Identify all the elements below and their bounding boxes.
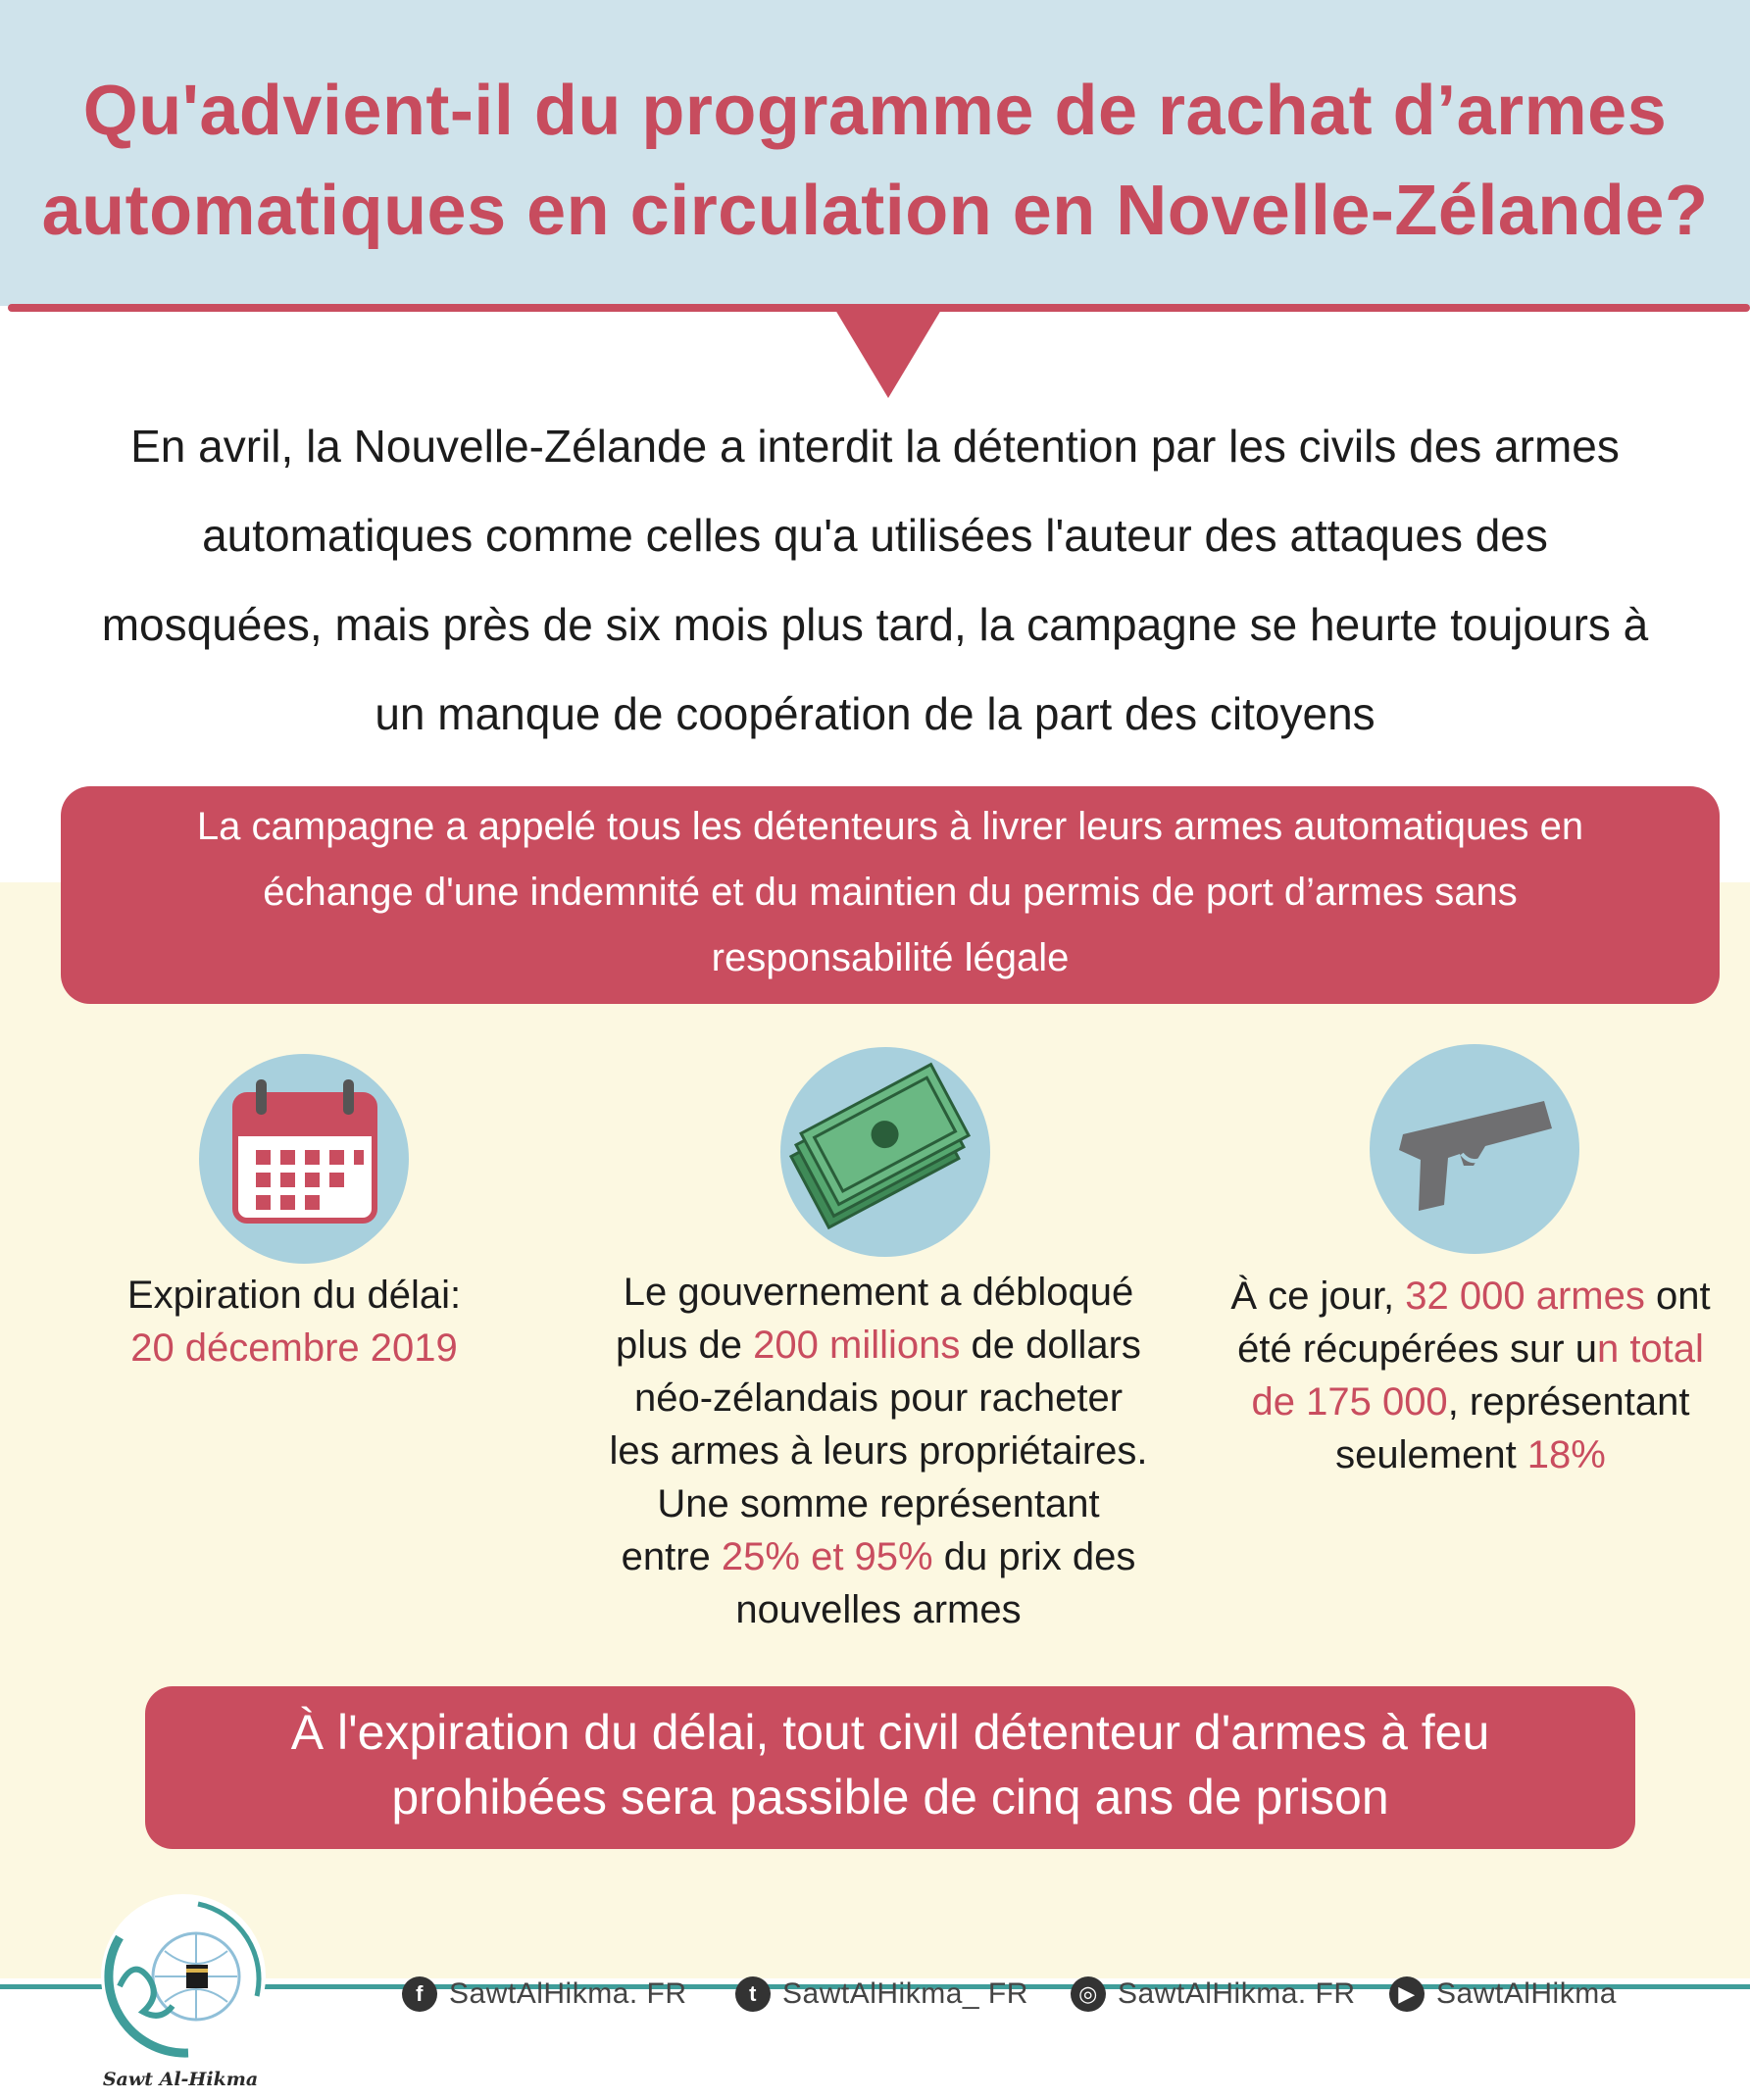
intro-line-4: un manque de coopération de la part des citoyens — [375, 688, 1375, 739]
intro-paragraph — [20, 402, 1730, 759]
deadline-date: 20 décembre 2019 — [130, 1326, 458, 1370]
funding-text: du prix des — [932, 1535, 1136, 1578]
collected-text: À ce jour, — [1230, 1275, 1406, 1318]
campaign-banner — [61, 786, 1720, 1004]
funding-text: plus de — [616, 1324, 754, 1367]
facebook-handle: SawtAlHikma. FR — [449, 1977, 687, 2010]
intro-line-3: mosquées, mais près de six mois plus tard, la campagne se heurte toujours à — [101, 599, 1649, 650]
instagram-handle: SawtAlHikma. FR — [1118, 1977, 1356, 2010]
funding-column — [575, 1266, 1182, 1636]
funding-text: de dollars — [960, 1324, 1141, 1367]
calendar-icon-circle — [199, 1054, 409, 1264]
penalty-line-1: À l'expiration du délai, tout civil détenteur d'armes à feu — [290, 1705, 1490, 1760]
collected-column — [1206, 1270, 1735, 1481]
collected-text: ont — [1644, 1275, 1711, 1318]
funding-amount: 200 millions — [753, 1324, 961, 1367]
funding-line-6 — [575, 1530, 1182, 1583]
campaign-line-3: responsabilité légale — [711, 936, 1070, 979]
funding-line-2 — [575, 1319, 1182, 1372]
funding-line-3: néo-zélandais pour racheter — [633, 1376, 1124, 1420]
pointer-triangle — [835, 310, 941, 398]
funding-line-4: les armes à leurs propriétaires. — [609, 1429, 1148, 1473]
twitter-icon: t — [735, 1976, 771, 2012]
gun-icon — [1370, 1044, 1579, 1254]
collected-percent: 18% — [1526, 1433, 1606, 1476]
penalty-line-2: prohibées sera passible de cinq ans de prison — [391, 1770, 1389, 1825]
collected-line-4 — [1206, 1428, 1735, 1481]
collected-text: seulement — [1335, 1433, 1527, 1476]
collected-count: 32 000 armes — [1405, 1275, 1645, 1318]
penalty-banner — [145, 1686, 1635, 1849]
calendar-icon — [199, 1054, 409, 1264]
collected-line-2 — [1206, 1323, 1735, 1375]
facebook-icon: f — [402, 1976, 437, 2012]
title-line-1: Qu'advient-il du programme de rachat d’armes — [82, 72, 1668, 150]
funding-percent-range: 25% et 95% — [721, 1535, 933, 1578]
funding-line-1: Le gouvernement a débloqué — [623, 1271, 1134, 1314]
twitter-handle: SawtAlHikma_ FR — [782, 1977, 1028, 2010]
instagram-icon: ◎ — [1071, 1976, 1106, 2012]
intro-line-1: En avril, la Nouvelle-Zélande a interdit la détention par les civils des armes — [130, 421, 1620, 472]
social-youtube[interactable] — [1389, 1975, 1617, 2014]
social-instagram[interactable] — [1071, 1975, 1356, 2014]
money-icon — [780, 1047, 990, 1257]
social-twitter[interactable] — [735, 1975, 1028, 2014]
money-icon-circle — [780, 1047, 990, 1257]
sawt-al-hikma-logo — [80, 1878, 286, 2100]
funding-line-5: Une somme représentant — [657, 1482, 1100, 1525]
youtube-handle: SawtAlHikma — [1436, 1977, 1617, 2010]
collected-line-3 — [1206, 1375, 1735, 1428]
campaign-line-2: échange d'une indemnité et du maintien du permis de port d’armes sans — [263, 871, 1518, 914]
social-facebook[interactable] — [402, 1975, 687, 2014]
collected-text: , représentant — [1447, 1380, 1690, 1424]
deadline-label: Expiration du délai: — [126, 1274, 462, 1317]
collected-text: été récupérées sur u — [1237, 1327, 1597, 1371]
collected-total-label: n total — [1596, 1327, 1704, 1371]
campaign-line-1: La campagne a appelé tous les détenteurs à livrer leurs armes automatiques en — [196, 805, 1584, 848]
gun-icon-circle — [1370, 1044, 1579, 1254]
collected-line-1 — [1206, 1270, 1735, 1323]
logo-text: Sawt Al-Hikma — [102, 2069, 259, 2090]
funding-line-7: nouvelles armes — [735, 1588, 1022, 1631]
intro-line-2: automatiques comme celles qu'a utilisées l'auteur des attaques des — [202, 510, 1548, 561]
collected-total: de 175 000 — [1251, 1380, 1448, 1424]
page-title — [0, 61, 1750, 261]
deadline-column — [78, 1269, 510, 1375]
youtube-icon: ▶ — [1389, 1976, 1425, 2012]
title-line-2: automatiques en circulation en Novelle-Zélande? — [41, 172, 1709, 250]
funding-text: entre — [621, 1535, 722, 1578]
